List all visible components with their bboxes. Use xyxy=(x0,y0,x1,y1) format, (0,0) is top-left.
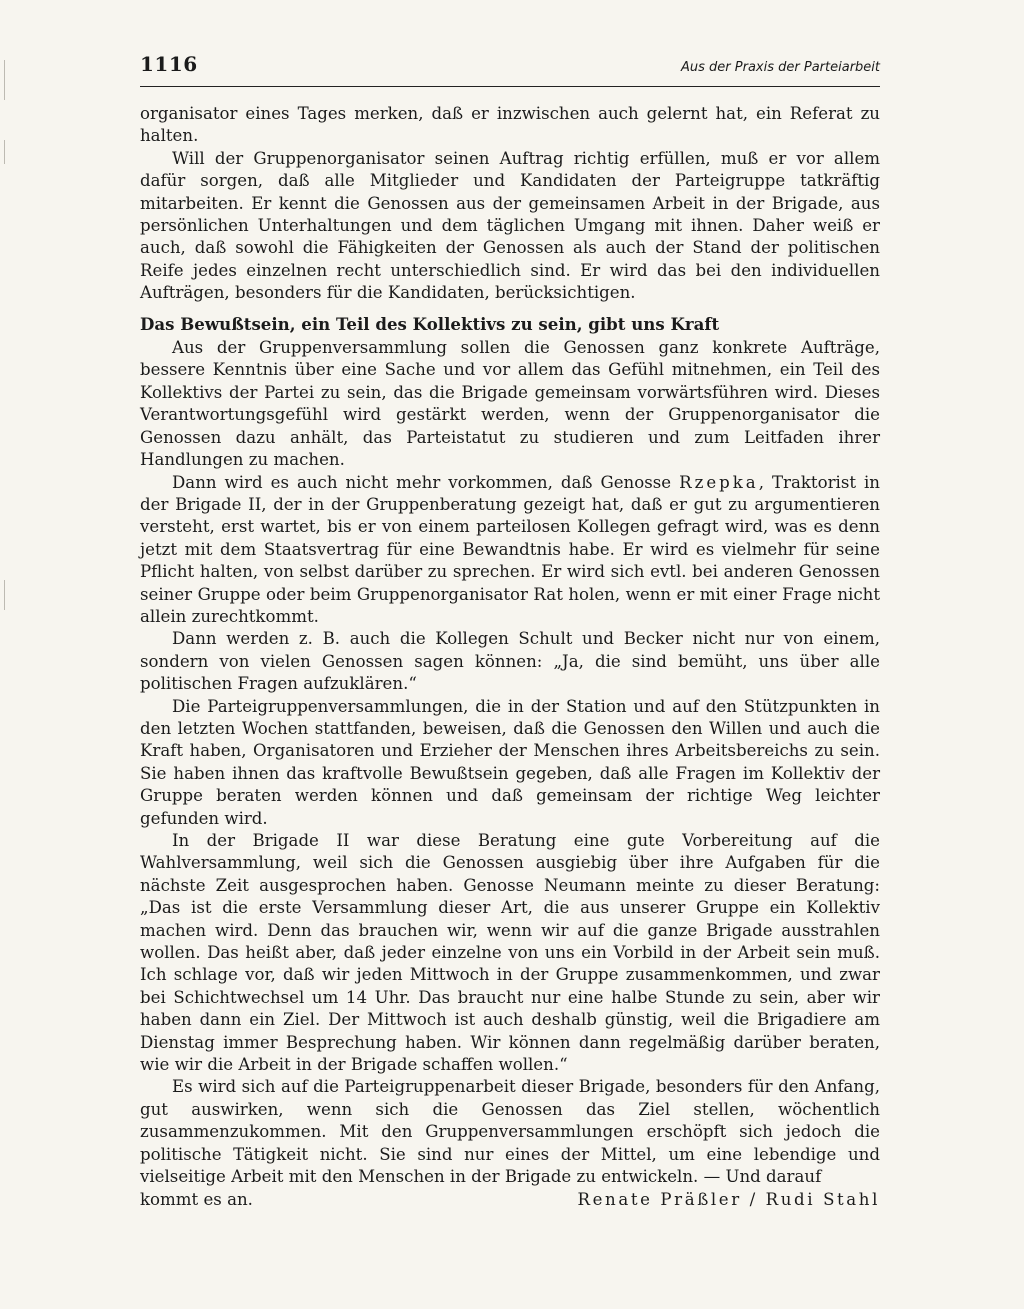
text-run: , Traktorist in der Brigade II, der in der Gruppenberatung gezeigt hat, daß er gut zu argumentieren versteht, erst wartet, bis er von einem parteilosen Kollegen gefragt wird, was es denn jetzt mit dem Staatsvertrag für eine Bewandtnis habe. Er wird es vielmehr für seine Pflicht halten, von selbst darüber zu sprechen. Er wird sich evtl. bei anderen Genossen seiner Gruppe oder beim Gruppenorganisator Rat holen, wenn er mit einer Frage nicht allein zurechtkommt. xyxy=(140,472,880,626)
closing-line xyxy=(140,1189,880,1211)
scan-margin-mark xyxy=(4,580,5,610)
author-signature: Renate Präßler / Rudi Stahl xyxy=(577,1189,880,1209)
closing-text: kommt es an. xyxy=(140,1189,253,1209)
paragraph: Dann werden z. B. auch die Kollegen Schult und Becker nicht nur von einem, sondern von vielen Genossen sagen können: „Ja, die sind bemüht, uns über alle politischen Fragen aufzuklären.“ xyxy=(140,629,880,694)
paragraph: Es wird sich auf die Parteigruppenarbeit dieser Brigade, besonders für den Anfang, gut auswirken, wenn sich die Genossen das Ziel stellen, wöchentlich zusammenzukommen. Mit den Gruppenversammlungen erschöpft sich jedoch die politische Tätigkeit nicht. Sie sind nur eines der Mittel, um eine lebendige und vielseitige Arbeit mit den Menschen in der Brigade zu entwickeln. — Und darauf xyxy=(140,1077,880,1187)
page-number: 1116 xyxy=(140,52,198,76)
paragraph: Die Parteigruppenversammlungen, die in der Station und auf den Stützpunkten in den letzten Wochen stattfanden, beweisen, daß die Genossen den Willen und auch die Kraft haben, Organisatoren und Erzieher der Menschen ihres Arbeitsbereichs zu sein. Sie haben ihnen das kraftvolle Bewußtsein gegeben, daß alle Fragen im Kollektiv der Gruppe beraten werden können und daß gemeinsam der richtige Weg leichter gefunden wird. xyxy=(140,696,880,828)
scan-margin-mark xyxy=(4,140,5,164)
paragraph: organisator eines Tages merken, daß er inzwischen auch gelernt hat, ein Referat zu halten. xyxy=(140,104,880,146)
scan-margin-mark xyxy=(4,60,5,100)
paragraph: In der Brigade II war diese Beratung eine gute Vorbereitung auf die Wahlversammlung, weil sich die Genossen ausgiebig über ihre Aufgaben für die nächste Zeit ausgesprochen haben. Genosse Neumann meinte zu dieser Beratung: „Das ist die erste Versammlung dieser Art, die aus unserer Gruppe ein Kollektiv machen wird. Denn das brauchen wir, wenn wir auf die ganze Brigade ausstrahlen wollen. Das heißt aber, daß jeder einzelne von uns ein Vorbild in der Arbeit sein muß. Ich schlage vor, daß wir jeden Mittwoch in der Gruppe zusammenkommen, und zwar bei Schichtwechsel um 14 Uhr. Das braucht nur eine halbe Stunde zu sein, aber wir haben dann ein Ziel. Der Mittwoch ist auch deshalb günstig, weil die Brigadiere am Dienstag immer Besprechung haben. Wir können dann regelmäßig darüber beraten, wie wir die Arbeit in der Brigade schaffen wollen.“ xyxy=(140,831,880,1075)
paragraph xyxy=(140,472,880,629)
person-name: Rzepka xyxy=(679,472,759,492)
section-label: Aus der Praxis der Parteiarbeit xyxy=(681,60,880,75)
running-head xyxy=(140,52,880,87)
paragraph: Will der Gruppenorganisator seinen Auftrag richtig erfüllen, muß er vor allem dafür sorgen, daß alle Mitglieder und Kandidaten der Parteigruppe tatkräftig mitarbeiten. Er kennt die Genossen aus der gemeinsamen Arbeit in der Brigade, aus persönlichen Unterhaltungen und dem täglichen Umgang mit ihnen. Daher weiß er auch, daß sowohl die Fähigkeiten der Genossen als auch der Stand der politischen Reife jedes einzelnen recht unterschiedlich sind. Er wird das bei den individuellen Aufträgen, besonders für die Kandidaten, berücksichtigen. xyxy=(140,148,880,303)
section-heading: Das Bewußtsein, ein Teil des Kollektivs zu sein, gibt uns Kraft xyxy=(140,313,720,334)
body-text xyxy=(140,103,880,1211)
text-run: Dann wird es auch nicht mehr vorkommen, daß Genosse xyxy=(172,472,680,492)
paragraph: Aus der Gruppenversammlung sollen die Genossen ganz konkrete Aufträge, bessere Kenntnis über eine Sache und vor allem das Gefühl mitnehmen, ein Teil des Kollektivs der Partei zu sein, das die Brigade gemeinsam vorwärtsführen wird. Dieses Verantwortungsgefühl wird gestärkt werden, wenn der Gruppenorganisator die Genossen dazu anhält, das Parteistatut zu studieren und zum Leitfaden ihrer Handlungen zu machen. xyxy=(140,338,880,470)
document-page xyxy=(140,52,880,1211)
